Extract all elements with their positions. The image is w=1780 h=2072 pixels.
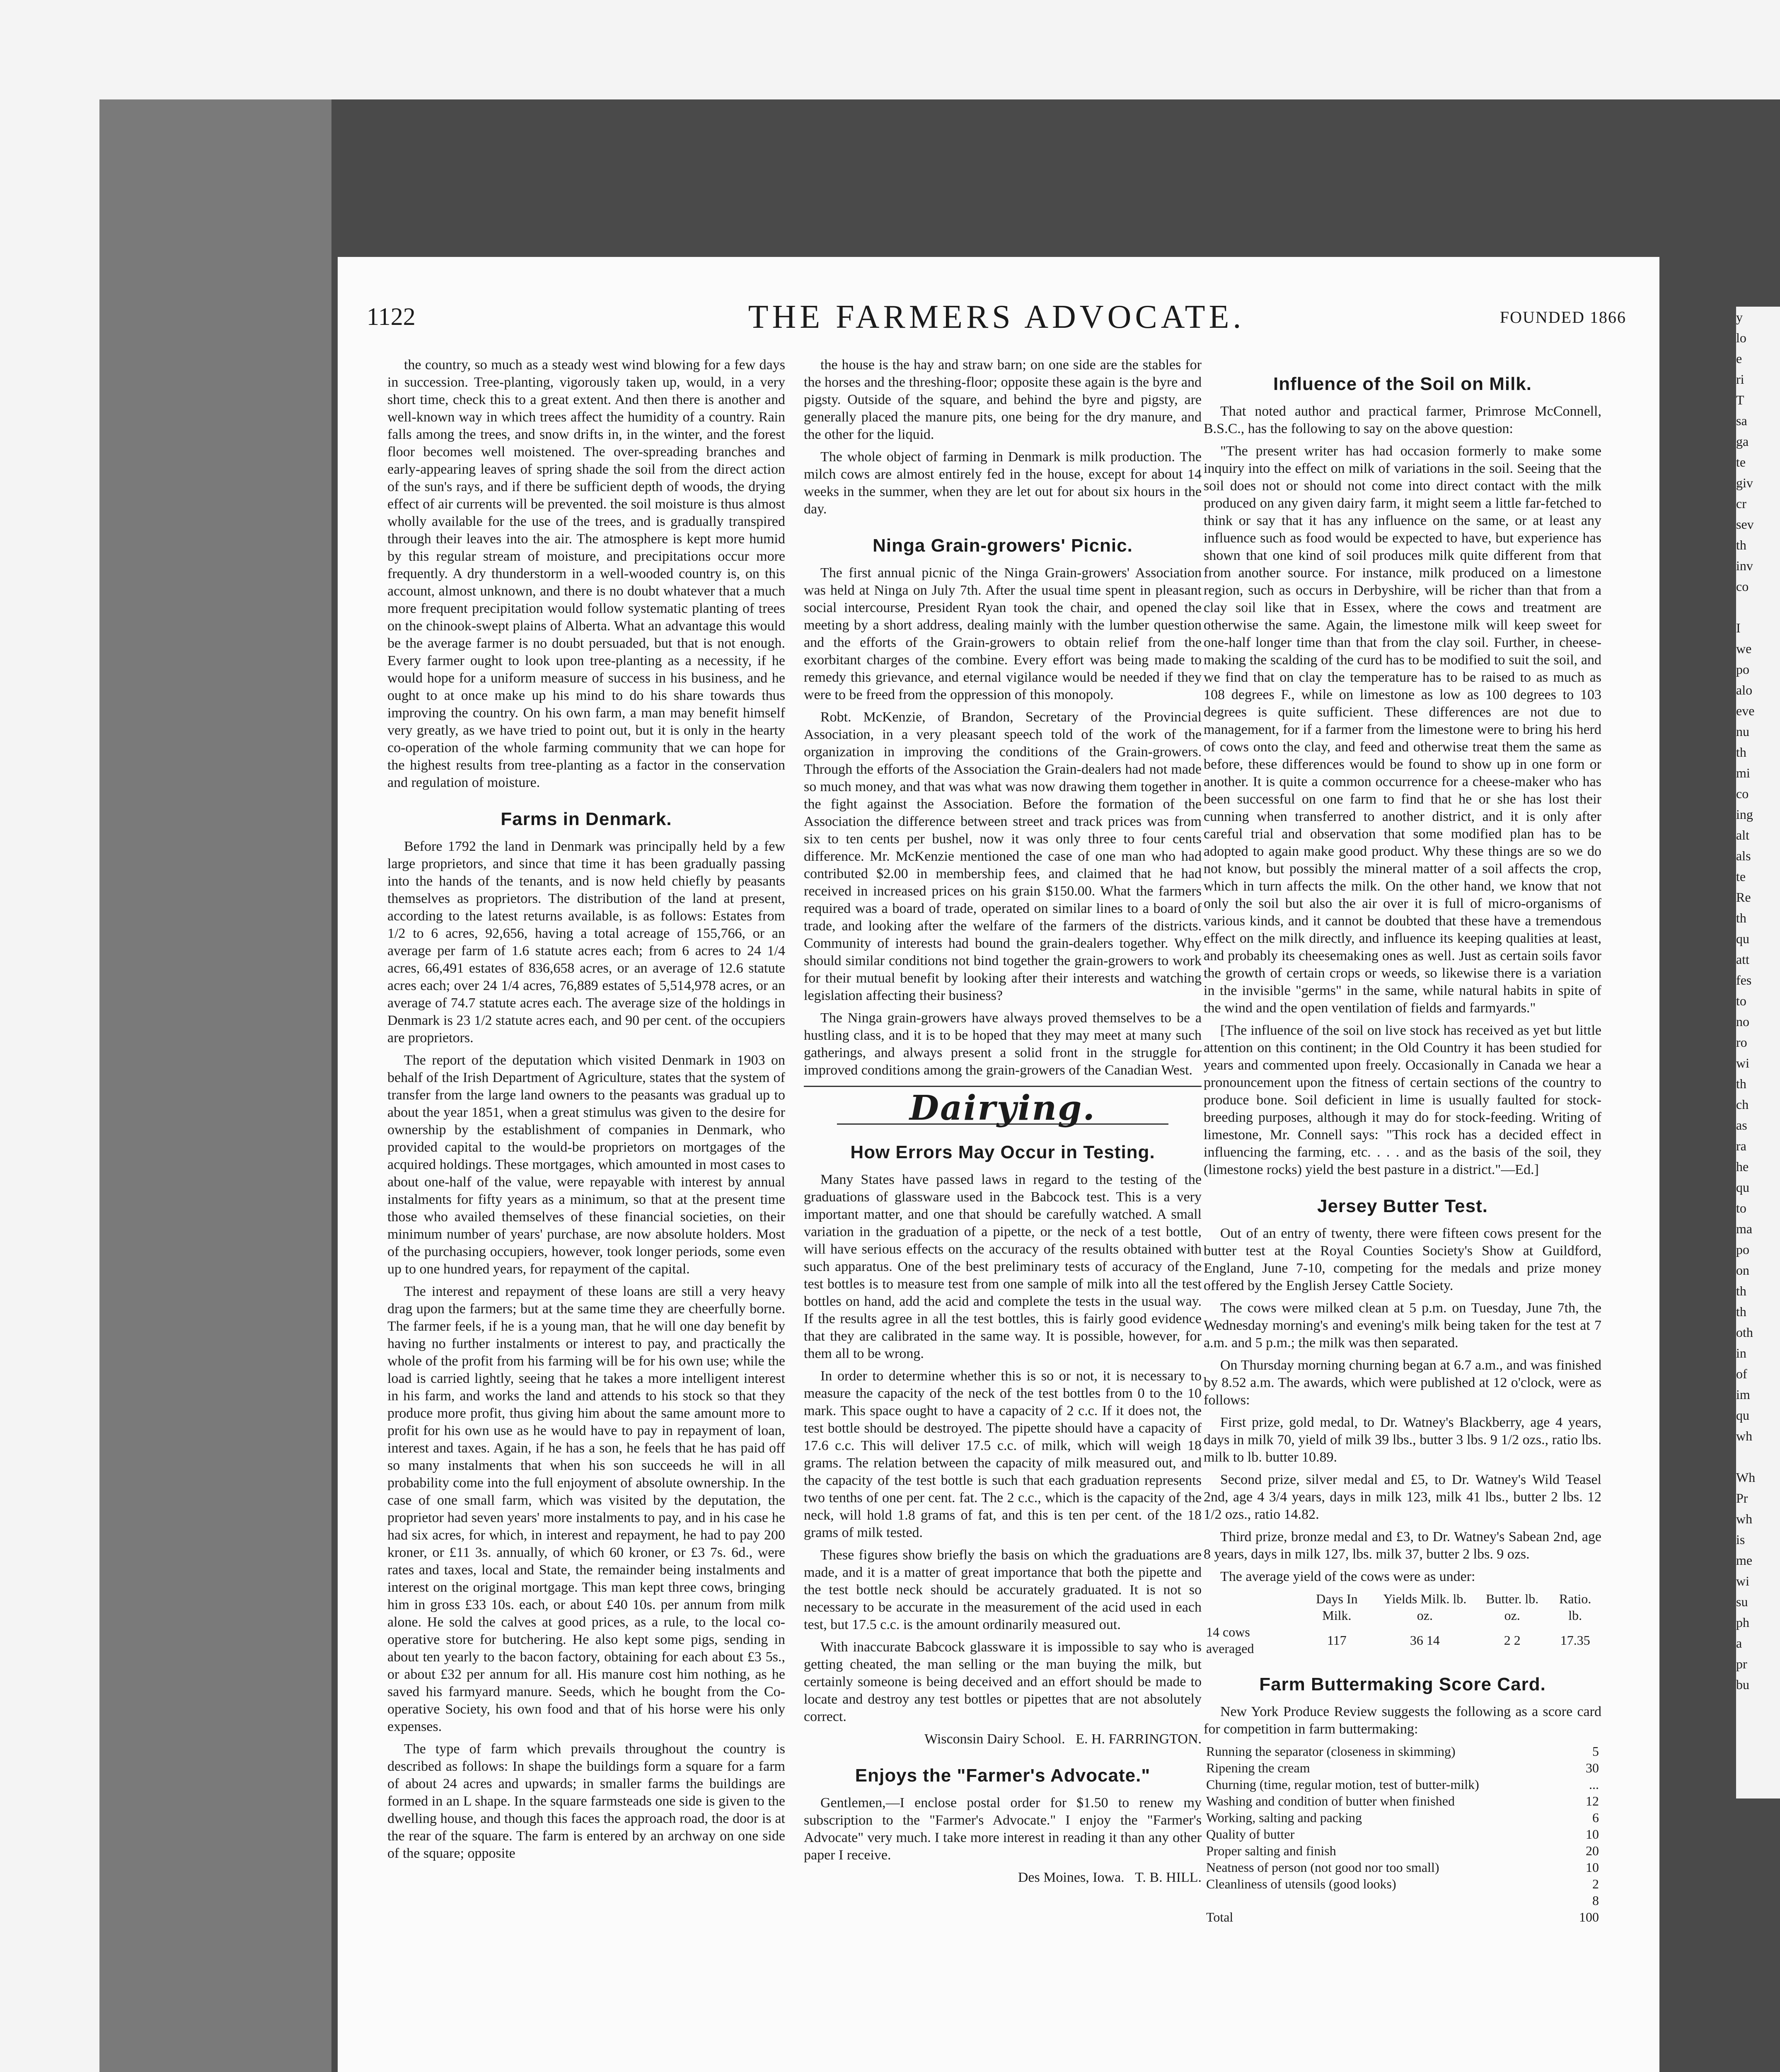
page-number: 1122: [367, 303, 416, 330]
table-row: [1204, 1892, 1601, 1909]
adjacent-page-line: im: [1736, 1387, 1750, 1402]
adjacent-page-line: ph: [1736, 1615, 1749, 1630]
adjacent-page-line: as: [1736, 1118, 1747, 1133]
adjacent-page-line: alt: [1736, 828, 1749, 842]
table-cell: 17.35: [1560, 1633, 1590, 1648]
score-points: 8: [1592, 1893, 1599, 1908]
column-1: [387, 356, 785, 1867]
adjacent-page-line: wi: [1736, 1055, 1749, 1070]
table-header-cell: Days In Milk.: [1316, 1591, 1358, 1623]
table-cell: 14 cows averaged: [1206, 1624, 1254, 1656]
adjacent-page-line: po: [1736, 1242, 1749, 1257]
table-row: [1204, 1842, 1601, 1859]
adjacent-page-line: ra: [1736, 1138, 1746, 1153]
adjacent-page-line: me: [1736, 1553, 1753, 1568]
third-prize-paragraph: Third prize, bronze medal and £3, to Dr. Watney's Sabean 2nd, age 8 years, days in milk 127, lbs. milk 37, butter 2 lbs. 9 ozs.: [1204, 1529, 1601, 1562]
adjacent-page-line: ro: [1736, 1035, 1747, 1050]
adjacent-page-line: th: [1736, 1283, 1746, 1298]
editor-note-paragraph: [The influence of the soil on live stock has received as yet but little attention on this continent; in the Old Country it has been studied for years and commented upon freely. Occasionally in Canada we hear a pronouncement upon the fitness of certain sections of the country to produce bone. Soil deficient in lime is usually faulted for stock-breeding purposes, although it may do for stock-feeding. Writing of limestone, Mr. Connell says: "This rock has a decided effect in influencing the farming, etc. . . . and as the basis of the soil, they (limestone rocks) yield the best pasture in a district."—Ed.]: [1204, 1023, 1601, 1177]
score-points: 10: [1586, 1860, 1599, 1875]
score-total-row: [1204, 1909, 1601, 1925]
second-prize-paragraph: Second prize, silver medal and £5, to Dr. Watney's Wild Teasel 2nd, age 4 3/4 years, days in milk 123, milk 41 lbs., butter 2 lbs. 12 1/2 ozs., ratio 14.82.: [1204, 1472, 1601, 1522]
ninga-paragraph-2: Robt. McKenzie, of Brandon, Secretary of the Provincial Association, in a very pleasant speech told of the work of the organization in improving the conditions of the Grain-growers. Through the efforts of the Association the Grain-dealers had not made so much money, and that was what was now drawing them together in the fight against the Association. Before the formation of the Association the difference between street and track prices was from six to ten cents per bushel, now it was only three to four cents difference. Mr. McKenzie mentioned the case of one man who had contributed $2.00 in membership fees, and claimed that he had received in increased prices on his grain $150.00. What the farmers required was a board of trade, operated on similar lines to a board of trade, and looking after the welfare of the farmers of the districts. Community of interests had bound the grain-dealers together. Why should similar conditions not bind together the grain-growers to work for their mutual benefit by looking after their interests and watching legislation affecting their business?: [804, 709, 1202, 1003]
adjacent-page-line: cr: [1736, 496, 1746, 511]
adjacent-page-line: Wh: [1736, 1470, 1756, 1485]
farmstead-paragraph: the house is the hay and straw barn; on one side are the stables for the horses and the threshing-floor; opposite these again is the byre and pigsty. Outside of the square, and behind the byre and pigsty, are generally placed the manure pits, one being for the dry manure, and the other for the liquid.: [804, 357, 1202, 442]
score-item: Washing and condition of butter when finished: [1206, 1794, 1455, 1808]
signature-name: E. H. FARRINGTON.: [1076, 1731, 1202, 1747]
soil-intro-paragraph: That noted author and practical farmer, Primrose McConnell, B.S.C., has the following to say on the above question:: [1204, 404, 1601, 436]
score-points: 10: [1586, 1827, 1599, 1842]
score-points: 2: [1592, 1876, 1599, 1891]
ninga-picnic-heading: Ninga Grain-growers' Picnic.: [873, 535, 1133, 556]
adjacent-page-line: fes: [1736, 973, 1752, 988]
score-total-label: Total: [1206, 1910, 1233, 1924]
adjacent-page-line: Pr: [1736, 1491, 1748, 1506]
adjacent-page-line: sa: [1736, 413, 1747, 428]
adjacent-page-line: pr: [1736, 1656, 1747, 1671]
score-points: 30: [1586, 1760, 1599, 1775]
ninga-paragraph-3: The Ninga grain-growers have always proved themselves to be a hustling class, and it is to be hoped that they may meet at many such gatherings, and always present a solid front in the struggle for improved conditions among the grain-growers of the Canadian West.: [804, 1010, 1202, 1078]
adjacent-page-line: no: [1736, 1014, 1749, 1029]
adjacent-page-line: ing: [1736, 807, 1753, 822]
adjacent-page-line: T: [1736, 392, 1744, 407]
adjacent-page-line: sev: [1736, 517, 1754, 532]
adjacent-page-line: qu: [1736, 931, 1749, 946]
adjacent-page-line: [1736, 597, 1780, 617]
masthead-title: THE FARMERS ADVOCATE.: [748, 299, 1245, 335]
score-points: 6: [1592, 1810, 1599, 1825]
adjacent-page-line: I: [1736, 620, 1741, 635]
adjacent-page-line: we: [1736, 641, 1752, 656]
adjacent-page-line: th: [1736, 910, 1746, 925]
adjacent-page-line: of: [1736, 1366, 1747, 1381]
adjacent-page-line: he: [1736, 1159, 1749, 1174]
jersey-paragraph-2: The cows were milked clean at 5 p.m. on Tuesday, June 7th, the Wednesday morning's and evening's milk being taken for the test at 7 a.m. and 5 p.m.; the milk was then separated.: [1204, 1300, 1601, 1351]
testing-errors-heading: How Errors May Occur in Testing.: [850, 1142, 1155, 1162]
table-row: [1204, 1859, 1601, 1876]
jersey-butter-test-heading: Jersey Butter Test.: [1317, 1196, 1488, 1216]
adjacent-page-line: ga: [1736, 434, 1749, 449]
adjacent-page-line: wh: [1736, 1428, 1753, 1443]
column-2: [804, 356, 1202, 1893]
adjacent-page-line: po: [1736, 662, 1749, 677]
table-row: [1204, 1793, 1601, 1809]
average-yield-table: [1204, 1590, 1601, 1657]
testing-signature: [804, 1731, 1202, 1748]
adjacent-page-line: to: [1736, 993, 1746, 1008]
score-item: Working, salting and packing: [1206, 1810, 1362, 1825]
score-card-heading: Farm Buttermaking Score Card.: [1259, 1674, 1546, 1694]
adjacent-page-line: att: [1736, 952, 1749, 967]
score-points: 5: [1592, 1744, 1599, 1759]
adjacent-page-line: to: [1736, 1201, 1746, 1215]
adjacent-page-line: a: [1736, 1636, 1742, 1651]
table-header-cell: Ratio. lb.: [1559, 1591, 1591, 1623]
adjacent-page-fragment: [1736, 307, 1780, 1798]
table-header-cell: [1204, 1590, 1299, 1624]
dairying-department-heading: Dairying.: [909, 1088, 1096, 1128]
score-item: Ripening the cream: [1206, 1760, 1310, 1775]
adjacent-page-line: e: [1736, 351, 1742, 366]
adjacent-page-line: in: [1736, 1346, 1746, 1360]
adjacent-page-line: ch: [1736, 1097, 1749, 1112]
founded-note: FOUNDED 1866: [1499, 308, 1626, 327]
adjacent-page-line: th: [1736, 537, 1746, 552]
score-points: ...: [1589, 1777, 1599, 1792]
score-item: Proper salting and finish: [1206, 1843, 1336, 1858]
adjacent-page-line: th: [1736, 1304, 1746, 1319]
adjacent-page-line: inv: [1736, 558, 1753, 573]
table-header-cell: Butter. lb. oz.: [1486, 1591, 1539, 1623]
score-card-intro: New York Produce Review suggests the following as a score card for competition in farm buttermaking:: [1204, 1704, 1601, 1737]
score-item: Neatness of person (not good nor too small): [1206, 1860, 1439, 1875]
score-item: Cleanliness of utensils (good looks): [1206, 1876, 1396, 1891]
score-card-table: [1204, 1743, 1601, 1925]
first-prize-paragraph: First prize, gold medal, to Dr. Watney's Blackberry, age 4 years, days in milk 70, yield of milk 39 lbs., butter 3 lbs. 9 1/2 ozs., ratio lbs. milk to lb. butter 10.89.: [1204, 1415, 1601, 1465]
score-item: [1204, 1892, 1569, 1909]
denmark-paragraph-3: The interest and repayment of these loans are still a very heavy drag upon the farmers; but at the same time they are cheerfully borne. The farmer feels, if he is a young man, that he will one day benefit by having no further instalments or interest to pay, and practically the whole of the profit from his farming will be for his own use; while the load is carried lightly, seeing that he takes a more intelligent interest in his farm, and works the land and attends to his stock so that they produce more profit, thus giving him about the same amount more to profit for his own use as he would have to pay in repayment of loan, interest and taxes. Again, if he has a son, he feels that he has paid off so many instalments that when his son succeeds he will in all probability come into the full enjoyment of absolute ownership. In the case of one small farm, which was visited by the deputation, the proprietor had seven years' more instalments to pay, and in his case he had six acres, for which, in interest and repayment, he had to pay 200 kroner, or £11 3s. annually, of which 60 kroner, or £3 7s. 6d., were rates and taxes, local and State, the remainder being instalments and interest on the original mortgage. This man kept three cows, bringing him in gross £33 10s. each, or about £40 10s. per annum from milk alone. He sold the calves at good prices, as a rule, to the local co-operative store for butchering. He also kept some pigs, sending in about ten yearly to the bacon factory, obtaining for each about £3 5s., or about £32 per annum for all. His manure cost him nothing, as he saved his farmyard manure. Seeds, which he bought from the Co-operative Society, his own food and that of his horse were his only expenses.: [387, 1284, 785, 1734]
score-item: Quality of butter: [1206, 1827, 1295, 1842]
adjacent-page-line: is: [1736, 1532, 1745, 1547]
adjacent-page-line: th: [1736, 1076, 1746, 1091]
score-points: 12: [1586, 1794, 1599, 1808]
adjacent-page-line: mi: [1736, 765, 1750, 780]
soil-quote-paragraph: "The present writer has had occasion formerly to make some inquiry into the effect on milk of variations in the soil. Seeing that the soil does not or should not come into direct contact with the milk produced on any given dairy farm, it might seem a little far-fetched to think or say that it has any influence on the same, or at least any influence such as food would be expected to have, but experience has shown that one kind of soil produces milk quite different from that from another source. For instance, milk produced on a limestone region, such as occurs in Derbyshire, will be richer than that from a clay soil like that in Essex, where the cows and treatment are otherwise the same. Again, the limestone milk will keep sweet for one-half longer time than that from the clay soil. Further, in cheese-making the scalding of the curd has to be modified to suit the soil, and we find that on clay the temperature has to be raised to as much as 108 degrees F., while on limestone as low as 100 degrees to 103 degrees is quite sufficient. These differences are not due to management, for if a farmer from the limestone were to bring his herd of cows onto the clay, and feed and otherwise treat them the same as before, these differences would be found to show up in one form or another. It is quite a common occurrence for a cheese-maker who has been successful on one farm to find that he or she has lost their cunning when transferred to another district, and it is only after careful trial and observation that some modified plan has to be adopted to again make good product. Why these things are so we do not know, but possibly the mineral matter of a soil affects the crop, which in turn affects the milk. On the other hand, we know that not only the soil but also the air over it is full of micro-organisms of various kinds, and it cannot be doubted that these have a tremendous effect on the milk directly, and influence its keeping qualities at least, and probably its cheesemaking ones as well. Just as certain soils favor the growth of certain crops or weeds, so likewise there is a variation in the invisible "germs" in the same, while natural habits in spite of the wind and the open ventilation of fields and farmyards.": [1204, 443, 1601, 1016]
adjacent-page-line: bu: [1736, 1677, 1749, 1692]
table-row: [1204, 1624, 1601, 1657]
adjacent-page-line: ma: [1736, 1221, 1753, 1236]
newspaper-page: [338, 257, 1659, 2072]
table-cell: 117: [1327, 1633, 1347, 1648]
signature-source: Wisconsin Dairy School.: [924, 1731, 1065, 1747]
adjacent-page-line: co: [1736, 786, 1749, 801]
facing-page-edge: [99, 99, 331, 2072]
signature-place: Des Moines, Iowa.: [1018, 1870, 1125, 1885]
farms-in-denmark-heading: Farms in Denmark.: [501, 809, 672, 829]
testing-paragraph-3: These figures show briefly the basis on which the graduations are made, and it is a matter of great importance that both the pipette and the test bottle neck should be accurately graduated. It is not so necessary to be accurate in the measurement of the acid used in each test, but 17.5 c.c. is the amount ordinarily measured out.: [804, 1547, 1202, 1632]
adjacent-page-line: te: [1736, 869, 1746, 884]
adjacent-page-line: co: [1736, 579, 1749, 594]
average-intro-paragraph: The average yield of the cows were as under:: [1220, 1569, 1475, 1584]
table-header-row: [1204, 1590, 1601, 1624]
adjacent-page-line: lo: [1736, 330, 1746, 345]
score-item: Running the separator (closeness in skimming): [1206, 1744, 1456, 1759]
enjoys-advocate-heading: Enjoys the "Farmer's Advocate.": [855, 1765, 1151, 1786]
score-points: 20: [1586, 1843, 1599, 1858]
letter-signature: [804, 1869, 1202, 1886]
signature-name: T. B. HILL.: [1135, 1870, 1202, 1885]
adjacent-page-line: th: [1736, 745, 1746, 760]
table-row: [1204, 1809, 1601, 1826]
denmark-paragraph-1: Before 1792 the land in Denmark was principally held by a few large proprietors, and since that time it has been gradually passing into the hands of the tenants, and is now held chiefly by peasants themselves as proprietors. The distribution of the land at present, according to the latest returns available, is as follows: Estates from 1/2 to 6 acres, 92,656, having a total acreage of 155,766, or an average per farm of 1.6 statute acres each; from 6 acres to 24 1/4 acres, 66,491 estates of 836,658 acres, or an average of 12.6 statute acres each; over 24 1/4 acres, 76,889 estates of 5,514,978 acres, or an average of 74.7 statute acres each. The average size of the holdings in Denmark is 23 1/2 statute acres each, and 90 per cent. of the occupiers are proprietors.: [387, 839, 785, 1046]
adjacent-page-line: wh: [1736, 1511, 1753, 1526]
table-cell: 36 14: [1410, 1633, 1440, 1648]
jersey-paragraph-1: Out of an entry of twenty, there were fifteen cows present for the butter test at the Royal Counties Society's Show at Guildford, England, June 7-10, competing for the medals and prize money offered by the English Jersey Cattle Society.: [1204, 1226, 1601, 1293]
jersey-paragraph-3: On Thursday morning churning began at 6.7 a.m., and was finished by 8.52 a.m. The awards, which were published at 12 o'clock, were as follows:: [1204, 1358, 1601, 1408]
testing-paragraph-2: In order to determine whether this is so or not, it is necessary to measure the capacity of the neck of the test bottles from 0 to the 10 mark. This space ought to have a capacity of 2 c.c. If it does not, the test bottle should be destroyed. The pipette should have a capacity of 17.6 c.c. This will deliver 17.5 c.c. of milk, which will weigh 18 grams. The relation between the capacity of milk measured out, and the capacity of the test bottle is such that each graduation represents two tenths of one per cent. fat. The 2 c.c., which is the capacity of the neck, will hold 1.8 grams of fat, and this is ten per cent. of the 18 grams of milk tested.: [804, 1368, 1202, 1540]
milk-production-paragraph: The whole object of farming in Denmark is milk production. The milch cows are almost entirely fed in the house, except for about 14 weeks in the summer, when they are let out for about six hours in the day.: [804, 449, 1202, 517]
section-divider: [804, 1086, 1202, 1087]
table-row: [1204, 1760, 1601, 1776]
table-row: [1204, 1876, 1601, 1892]
adjacent-page-line: wi: [1736, 1573, 1749, 1588]
adjacent-page-line: nu: [1736, 724, 1749, 739]
adjacent-page-line: oth: [1736, 1325, 1753, 1340]
testing-paragraph-1: Many States have passed laws in regard to the testing of the graduations of glassware used in the Babcock test. This is a very important matter, and one that should be carefully watched. A small variation in the graduation of a pipette, or the neck of a test bottle, will have serious effects on the accuracy of the results obtained with such apparatus. One of the best preliminary tests of accuracy of the test bottles is to measure test from one sample of milk into all the test bottles on hand, add the acid and complete the tests in the usual way. If the results agree in all the test bottles, this is fairly good evidence that they are calibrated in the same way. It is possible, however, for them all to be wrong.: [804, 1172, 1202, 1361]
adjacent-page-line: [1736, 1446, 1780, 1467]
denmark-paragraph-2: The report of the deputation which visited Denmark in 1903 on behalf of the Irish Department of Agriculture, states that the system of transfer from the large land owners to the peasants was gradual up to about the year 1851, when a great stimulus was given to the desire for ownership by the establishment of companies in Denmark, who provided capital to the would-be proprietors on mortgages of the acquired holdings. These mortgages, which amounted in most cases to about one-half of the value, were repayable with interest by annual instalments for fifty years as a minimum, so that at the present time those who availed themselves of these financial societies, on their minimum number of years' purchase, are now absolute holders. Most of the purchasing occupiers, however, took longer periods, some even up to one hundred years, for repayment of the capital.: [387, 1053, 785, 1277]
adjacent-page-line: als: [1736, 848, 1751, 863]
denmark-paragraph-4: The type of farm which prevails throughout the country is described as follows: In shape the buildings form a square for a farm of about 24 acres and upwards; in smaller farms the buildings are formed in an L shape. In the square farmsteads one side is given to the dwelling house, and though this faces the approach road, the door is at the rear of the square. The farm is entered by an archway on one side of the square; opposite: [387, 1741, 785, 1861]
testing-paragraph-4: With inaccurate Babcock glassware it is impossible to say who is getting cheated, the man selling or the man buying the milk, but certainly someone is being deceived and an effort should be made to locate and destroy any test bottles or pipettes that are not absolutely correct.: [804, 1639, 1202, 1724]
ninga-paragraph-1: The first annual picnic of the Ninga Grain-growers' Association was held at Ninga on July 7th. After the usual time spent in pleasant social intercourse, President Ryan took the chair, and opened the meeting by a short address, dealing mainly with the lumber question and the efforts of the Grain-growers to obtain relief from the exorbitant charges of the combine. Every effort was being made to remedy this grievance, and eternal vigilance would be needed if they were to be freed from the oppression of this monopoly.: [804, 565, 1202, 702]
tree-planting-paragraph: the country, so much as a steady west wind blowing for a few days in succession. Tree-planting, vigorously taken up, would, in a very short time, check this to a great extent. And then there is another and well-known way in which trees affect the humidity of a country. Rain falls among the trees, and snow drifts in, in the winter, and the forest floor becomes well moistened. The over-spreading branches and early-appearing leaves of spring shade the soil from the direct action of the sun's rays, and if there be sufficient depth of woods, the drying effect of air currents will be prevented. the soil moisture is thus almost wholly available for the use of the trees, and is gradually transpired through their leaves into the air. The atmosphere is kept more humid by this regular stream of moisture, and precipitations occur more frequently. A dry thunderstorm in a well-wooded country is, on this account, almost unknown, and there is no doubt whatever that a much more frequent precipitation would follow systematic planting of trees on the chinook-swept plains of Alberta. What an advantage this would be the average farmer is no doubt persuaded, but that is not enough. Every farmer ought to look upon tree-planting as a necessity, if he would hope for a uniform measure of success in his business, and he ought to at once make up his mind to do his share towards thus improving the country. On his own farm, a man may benefit himself very greatly, as we have tried to point out, but it is only in the hearty co-operation of the whole farming community that we can hope for the highest results from tree-planting as a factor in the conservation and regulation of moisture.: [387, 357, 785, 790]
adjacent-page-line: giv: [1736, 475, 1753, 490]
adjacent-page-line: qu: [1736, 1180, 1749, 1195]
letter-paragraph: Gentlemen,—I enclose postal order for $1.50 to renew my subscription to the "Farmer's Advocate." I enjoy the "Farmer's Advocate" very much. I take more interest in reading it than any other paper I receive.: [804, 1795, 1202, 1863]
adjacent-page-line: su: [1736, 1594, 1748, 1609]
adjacent-page-line: te: [1736, 455, 1746, 470]
table-header-cell: Yields Milk. lb. oz.: [1383, 1591, 1467, 1623]
table-cell: 2 2: [1504, 1633, 1521, 1648]
table-row: [1204, 1776, 1601, 1793]
adjacent-page-line: ri: [1736, 372, 1744, 387]
table-row: [1204, 1743, 1601, 1760]
score-total-value: 100: [1579, 1910, 1599, 1924]
table-row: [1204, 1826, 1601, 1842]
soil-on-milk-heading: Influence of the Soil on Milk.: [1273, 374, 1532, 394]
adjacent-page-line: on: [1736, 1263, 1749, 1278]
adjacent-page-line: alo: [1736, 683, 1753, 697]
column-3: [1204, 356, 1601, 1925]
score-item: Churning (time, regular motion, test of butter-milk): [1206, 1777, 1479, 1792]
adjacent-page-line: y: [1736, 310, 1743, 324]
adjacent-page-line: Re: [1736, 890, 1751, 905]
page-header: [367, 298, 1626, 344]
adjacent-page-line: eve: [1736, 703, 1755, 718]
adjacent-page-line: qu: [1736, 1408, 1749, 1423]
